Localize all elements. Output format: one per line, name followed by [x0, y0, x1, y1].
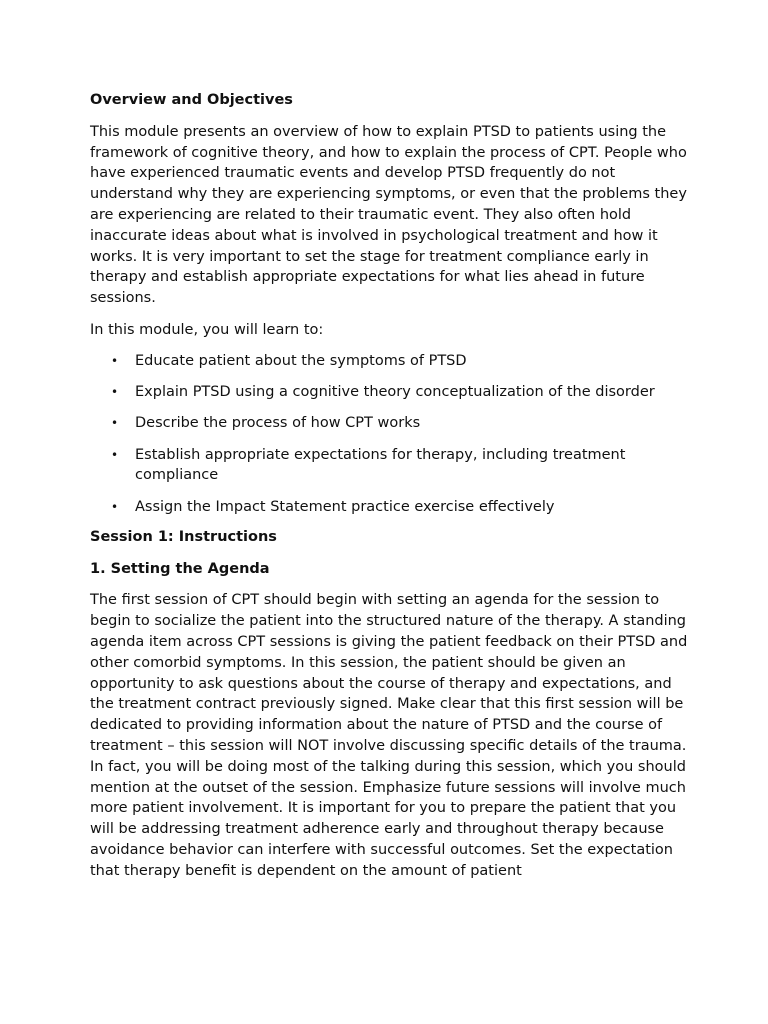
objective-text: Describe the process of how CPT works — [135, 415, 421, 432]
session-heading: Session 1: Instructions — [90, 528, 277, 545]
bullet-icon: • — [111, 416, 119, 431]
learn-intro: In this module, you will learn to: — [90, 321, 324, 338]
objective-text: Explain PTSD using a cognitive theory conceptualization of the disorder — [135, 384, 655, 401]
bullet-icon: • — [111, 447, 119, 462]
agenda-subheading: 1. Setting the Agenda — [90, 560, 270, 577]
objective-text: Assign the Impact Statement practice exercise effectively — [135, 498, 555, 515]
list-item — [90, 497, 690, 518]
document-page — [90, 90, 690, 892]
bullet-icon: • — [111, 385, 119, 400]
list-item — [90, 445, 690, 487]
bullet-icon: • — [111, 499, 119, 514]
objective-text: Educate patient about the symptoms of PTSD — [135, 352, 467, 369]
bullet-icon: • — [111, 353, 119, 368]
list-item — [90, 382, 690, 403]
list-item — [90, 413, 690, 434]
overview-paragraph: This module presents an overview of how to explain PTSD to patients using the framework of cognitive theory, and how to explain the process of CPT. People who have experienced traumatic events and develop PTSD frequently do not understand why they are experiencing symptoms, or even that the problems they are experiencing are related to their traumatic event. They also often hold inaccurate ideas about what is involved in psychological treatment and how it works. It is very important to set the stage for treatment compliance early in therapy and establish appropriate expectations for what lies ahead in future sessions. — [90, 123, 687, 307]
list-item — [90, 351, 690, 372]
agenda-paragraph: The first session of CPT should begin with setting an agenda for the session to begin to socialize the patient into the structured nature of the therapy. A standing agenda item across CPT sessions is giving the patient feedback on their PTSD and other comorbid symptoms. In this session, the patient should be given an opportunity to ask questions about the course of therapy and expectations, and the treatment contract previously signed. Make clear that this first session will be dedicated to providing information about the nature of PTSD and the course of treatment – this session will NOT involve discussing specific details of the trauma. In fact, you will be doing most of the talking during this session, which you should mention at the outset of the session. Emphasize future sessions will involve much more patient involvement. It is important for you to prepare the patient that you will be addressing treatment adherence early and throughout therapy because avoidance behavior can interfere with successful outcomes. Set the expectation that therapy benefit is dependent on the amount of patient — [90, 592, 688, 879]
objective-text: Establish appropriate expectations for therapy, including treatment compliance — [135, 446, 626, 484]
overview-heading: Overview and Objectives — [90, 92, 293, 108]
objectives-list — [90, 351, 690, 517]
